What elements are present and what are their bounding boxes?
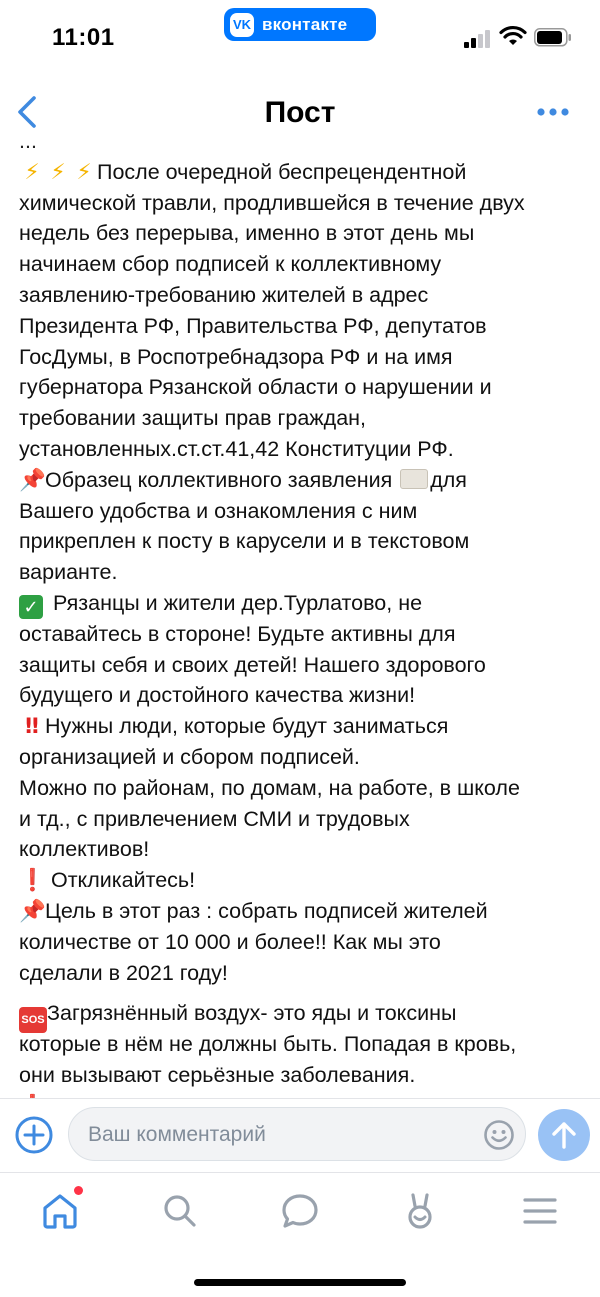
post-line bbox=[19, 865, 589, 896]
post-line-text: Загрязнённый воздух- это яды и токсины bbox=[47, 1001, 457, 1026]
notification-dot bbox=[74, 1186, 83, 1195]
post-line-text: Нужны люди, которые будут заниматься bbox=[45, 714, 449, 739]
post-line: коллективов! bbox=[19, 837, 150, 862]
post-line: количестве от 10 000 и более!! Как мы это bbox=[19, 929, 441, 954]
lightning-icon: ⚡ bbox=[76, 159, 92, 185]
comment-placeholder: Ваш комментарий bbox=[88, 1123, 266, 1146]
post-line: начинаем сбор подписей к коллективному bbox=[19, 252, 442, 277]
post-line: оставайтесь в стороне! Будьте активны для bbox=[19, 621, 456, 646]
post-line: и тд., с привлечением СМИ и трудовых bbox=[19, 806, 410, 831]
app-badge-label: вконтакте bbox=[262, 14, 348, 34]
post-line: требовании защиты прав граждан, bbox=[19, 406, 367, 431]
post-line-text: Цель в этот раз : собрать подписей жителей bbox=[45, 898, 488, 923]
post-line: защиты себя и своих детей! Нашего здорового bbox=[19, 652, 486, 677]
post-line: варианте. bbox=[19, 560, 118, 585]
post-line bbox=[19, 465, 589, 496]
tab-bar bbox=[0, 1172, 600, 1297]
app-badge[interactable] bbox=[224, 8, 376, 41]
pushpin-icon: 📌 bbox=[19, 467, 46, 493]
post-line: установленных.ст.ст.41,42 Конституции РФ. bbox=[19, 436, 454, 461]
page-title: Пост bbox=[264, 96, 336, 129]
double-exclamation-icon: ‼ bbox=[25, 714, 39, 740]
post-body bbox=[0, 129, 600, 1097]
post-line: Президента РФ, Правительства РФ, депутатов bbox=[19, 313, 487, 338]
post-line: ГосДумы, в Роспотребнадзора РФ и на имя bbox=[19, 344, 453, 369]
cut-off-line: ... bbox=[19, 129, 37, 153]
post-line: заявлению-требованию жителей в адрес bbox=[19, 282, 429, 307]
post-line: сделали в 2021 году! bbox=[19, 960, 228, 985]
post-line bbox=[19, 711, 589, 742]
emoji-smile-icon[interactable] bbox=[483, 1119, 515, 1151]
exclamation-icon: ❗ bbox=[19, 868, 46, 894]
clips-icon[interactable] bbox=[400, 1191, 440, 1231]
pushpin-icon: 📌 bbox=[19, 898, 46, 924]
post-line bbox=[19, 588, 589, 619]
battery-icon bbox=[534, 28, 572, 47]
more-options-icon[interactable] bbox=[536, 102, 570, 122]
post-line: губернатора Рязанской области о нарушении и bbox=[19, 375, 492, 400]
post-line: будущего и достойного качества жизни! bbox=[19, 683, 416, 708]
post-line: химической травли, продлившейся в течение двух bbox=[19, 190, 525, 215]
post-line: организацией и сбором подписей. bbox=[19, 744, 360, 769]
messages-icon[interactable] bbox=[280, 1191, 320, 1231]
post-line: Вашего удобства и ознакомления с ним bbox=[19, 498, 418, 523]
scroll-icon bbox=[400, 469, 428, 489]
post-line: недель без перерыва, именно в этот день мы bbox=[19, 221, 475, 246]
lightning-icon: ⚡ bbox=[24, 159, 40, 185]
post-line: они вызывают серьёзные заболевания. bbox=[19, 1062, 416, 1087]
post-line: Можно по районам, по домам, на работе, в школе bbox=[19, 775, 520, 800]
status-bar bbox=[0, 0, 600, 76]
post-line-text: для bbox=[430, 467, 467, 492]
post-line bbox=[19, 896, 589, 927]
menu-icon[interactable] bbox=[520, 1191, 560, 1231]
wifi-icon bbox=[500, 27, 526, 47]
post-line-text: Рязанцы и жители дер.Турлатово, не bbox=[52, 590, 423, 615]
post-line-text: Откликайтесь! bbox=[50, 868, 196, 893]
post-line bbox=[19, 998, 589, 1029]
lightning-icon: ⚡ bbox=[50, 159, 66, 185]
sos-icon: SOS bbox=[19, 1007, 47, 1033]
arrow-up-icon bbox=[538, 1109, 590, 1161]
vk-logo-icon: VK bbox=[230, 13, 254, 37]
home-icon[interactable] bbox=[40, 1191, 80, 1231]
post-line-text: После очередной беспрецендентной bbox=[97, 159, 467, 184]
cellular-signal-icon bbox=[464, 30, 492, 48]
add-attachment-icon[interactable] bbox=[14, 1115, 54, 1155]
search-icon[interactable] bbox=[160, 1191, 200, 1231]
post-line: которые в нём не должны быть. Попадая в кровь, bbox=[19, 1032, 517, 1057]
comment-input[interactable] bbox=[68, 1107, 526, 1161]
home-indicator bbox=[194, 1279, 406, 1286]
check-mark-icon: ✓ bbox=[19, 595, 43, 619]
post-line: прикреплен к посту в карусели и в текстовом bbox=[19, 529, 470, 554]
post-line bbox=[19, 157, 589, 188]
comment-bar bbox=[0, 1098, 600, 1172]
post-line-text: Образец коллективного заявления bbox=[45, 467, 393, 492]
clock: 11:01 bbox=[52, 24, 115, 51]
post-text bbox=[19, 126, 589, 1122]
send-button[interactable] bbox=[538, 1109, 590, 1161]
